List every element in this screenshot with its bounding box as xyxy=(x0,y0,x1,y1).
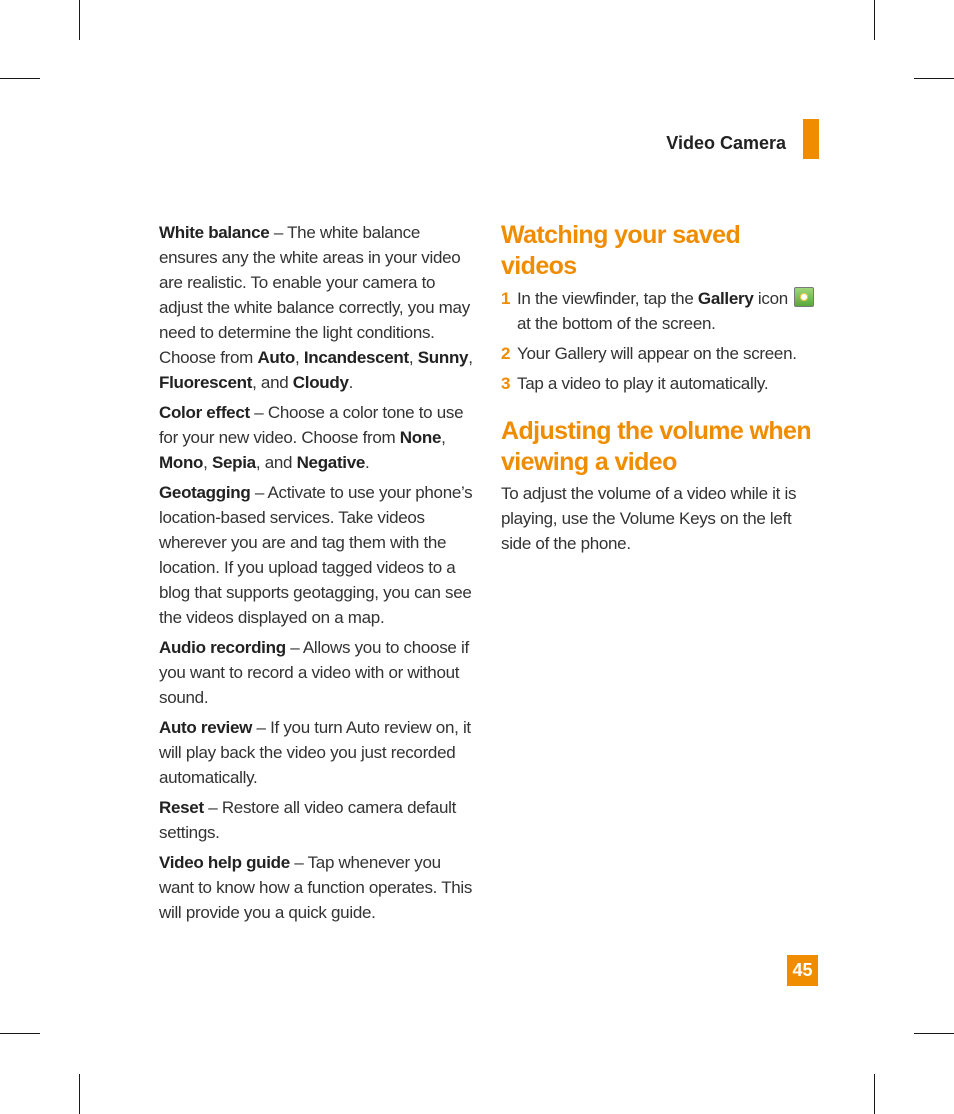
crop-mark xyxy=(79,0,80,40)
geotagging-paragraph: Geotagging – Activate to use your phone’s location-based services. Take videos wherever you are and tag them with the location. If you upload tagged videos to a blog that supports geotagging, you can see the videos displayed on a map. xyxy=(159,483,473,627)
step-number: 2 xyxy=(501,344,511,363)
step-item: 3 Tap a video to play it automatically. xyxy=(501,371,821,396)
crop-mark xyxy=(0,78,40,79)
color-effect-paragraph: Color effect – Choose a color tone to use for your new video. Choose from None, Mono, Sepia, and Negative. xyxy=(159,403,464,472)
video-help-term: Video help guide xyxy=(159,853,290,872)
white-balance-paragraph: White balance – The white balance ensures any the white areas in your video are realistic. To enable your camera to adjust the white balance correctly, you may need to determine the light conditions. Choose from Auto, Incandescent, Sunny, Fluorescent, and Cloudy. xyxy=(159,223,473,392)
settings-descriptions xyxy=(159,220,477,930)
audio-recording-paragraph: Audio recording – Allows you to choose if you want to record a video with or without sound. xyxy=(159,638,469,707)
reset-paragraph: Reset – Restore all video camera default settings. xyxy=(159,798,457,842)
crop-mark xyxy=(874,0,875,40)
white-balance-term: White balance xyxy=(159,223,270,242)
crop-mark xyxy=(914,78,954,79)
crop-mark xyxy=(914,1033,954,1034)
color-effect-term: Color effect xyxy=(159,403,250,422)
step-number: 3 xyxy=(501,374,511,393)
crop-mark xyxy=(0,1033,40,1034)
step-item: 2 Your Gallery will appear on the screen. xyxy=(501,341,821,366)
crop-mark xyxy=(79,1074,80,1114)
heading-adjusting-volume: Adjusting the volume when viewing a video xyxy=(501,417,812,476)
reset-term: Reset xyxy=(159,798,204,817)
gallery-icon xyxy=(794,287,814,307)
audio-recording-term: Audio recording xyxy=(159,638,286,657)
section-title: Video Camera xyxy=(666,133,786,153)
auto-review-paragraph: Auto review – If you turn Auto review on, it will play back the video you just recorded automatically. xyxy=(159,718,471,787)
page-number: 45 xyxy=(787,955,818,986)
crop-mark xyxy=(874,1074,875,1114)
heading-watching-videos: Watching your saved videos xyxy=(501,221,741,280)
section-marker-bar xyxy=(803,119,819,159)
step-item: 1 In the viewfinder, tap the Gallery icon at the bottom of the screen. xyxy=(501,286,821,336)
auto-review-term: Auto review xyxy=(159,718,253,737)
geotagging-term: Geotagging xyxy=(159,483,251,502)
step-number: 1 xyxy=(501,289,511,308)
volume-instructions: To adjust the volume of a video while it is playing, use the Volume Keys on the left side of the phone. xyxy=(501,484,797,553)
video-help-paragraph: Video help guide – Tap whenever you want to know how a function operates. This will provide you a quick guide. xyxy=(159,853,473,922)
instructions-column xyxy=(501,220,821,556)
